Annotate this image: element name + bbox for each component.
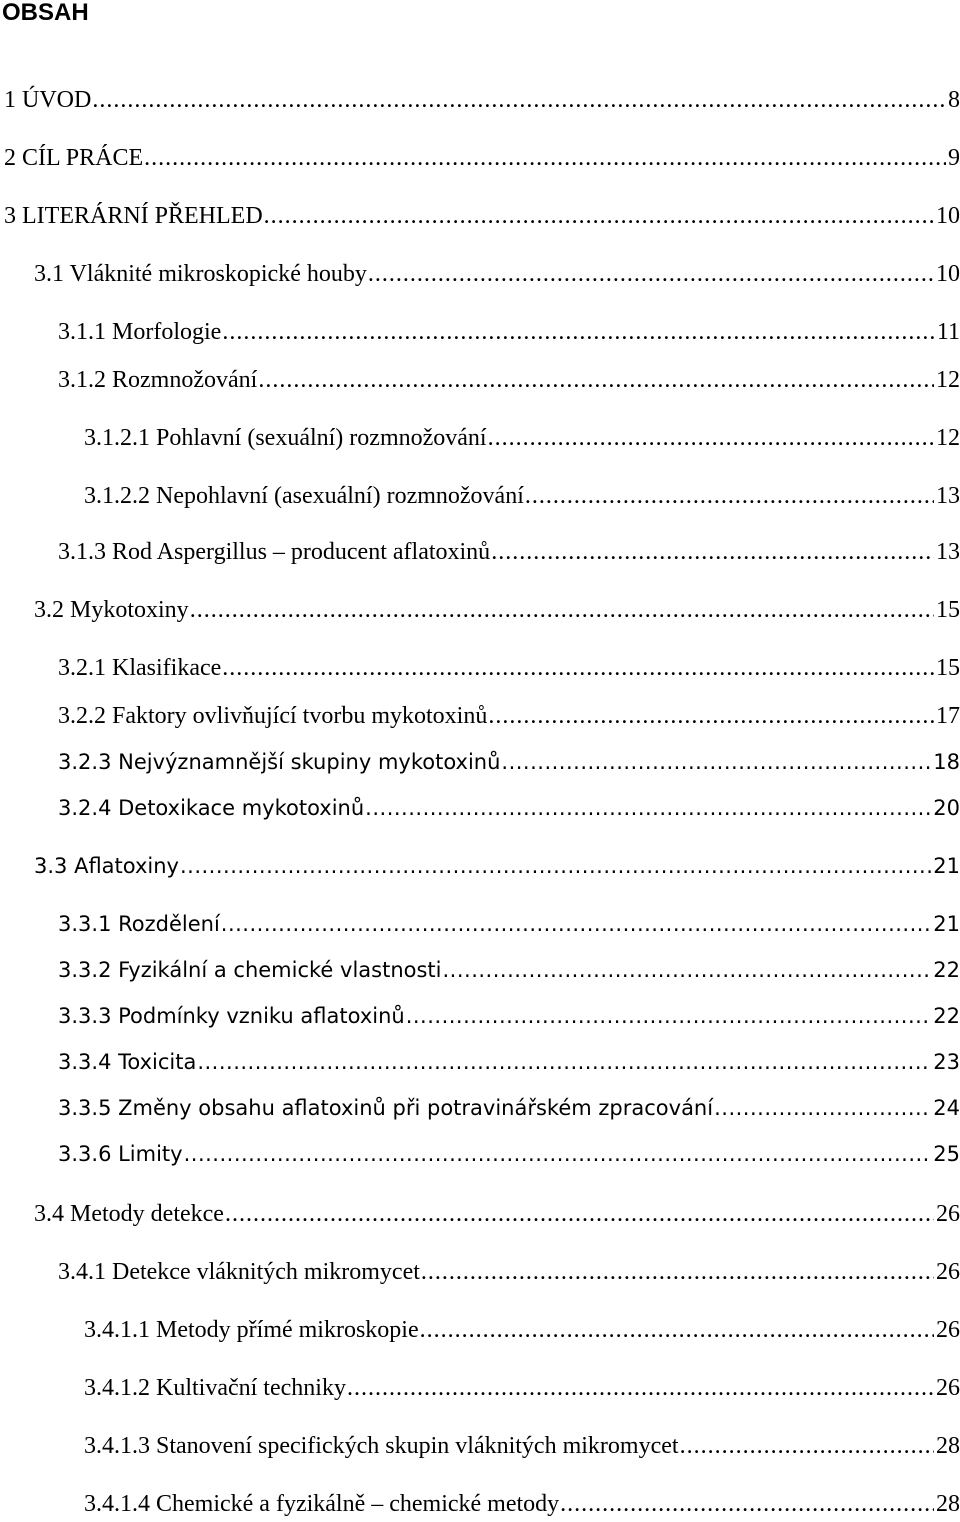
toc-entry-label: 3.4 Metody detekce bbox=[34, 1201, 224, 1227]
toc-entry[interactable] bbox=[58, 1000, 960, 1032]
toc-entry-page: 26 bbox=[936, 1317, 960, 1343]
toc-entry-page: 28 bbox=[936, 1433, 960, 1459]
toc-entry-label: 3.4.1 Detekce vláknitých mikromycet bbox=[58, 1259, 420, 1285]
toc-entry[interactable] bbox=[34, 594, 960, 626]
toc-entry-page: 23 bbox=[933, 1050, 960, 1074]
toc-entry-label: 3 LITERÁRNÍ PŘEHLED bbox=[4, 203, 263, 229]
toc-entry-label: 1 ÚVOD bbox=[4, 87, 92, 113]
toc-entry[interactable] bbox=[58, 1046, 960, 1078]
toc-entry[interactable] bbox=[84, 1314, 960, 1346]
toc-entry-page: 21 bbox=[933, 912, 960, 936]
toc-dot-leader bbox=[222, 316, 935, 348]
toc-entry-label: 3.1.2.2 Nepohlavní (asexuální) rozmnožování bbox=[84, 483, 524, 509]
toc-dot-leader bbox=[225, 1198, 934, 1230]
toc-entry[interactable] bbox=[4, 200, 960, 232]
toc-entry-page: 26 bbox=[936, 1375, 960, 1401]
toc-dot-leader bbox=[184, 1138, 932, 1170]
page-title: OBSAH bbox=[2, 0, 89, 26]
toc-dot-leader bbox=[347, 1372, 934, 1404]
toc-entry-page: 15 bbox=[936, 655, 960, 681]
toc-dot-leader bbox=[443, 954, 932, 986]
toc-entry[interactable] bbox=[34, 850, 960, 882]
toc-entry-label: 3.2.1 Klasifikace bbox=[58, 655, 222, 681]
toc-entry-label: 3.2.3 Nejvýznamnější skupiny mykotoxinů bbox=[58, 750, 501, 774]
toc-entry-page: 25 bbox=[933, 1142, 960, 1166]
toc-entry[interactable] bbox=[58, 1256, 960, 1288]
toc-entry-page: 28 bbox=[936, 1491, 960, 1517]
toc-entry-label: 3.1.2.1 Pohlavní (sexuální) rozmnožování bbox=[84, 425, 487, 451]
toc-entry-page: 15 bbox=[936, 597, 960, 623]
toc-entry-label: 3.1 Vláknité mikroskopické houby bbox=[34, 261, 367, 287]
toc-entry[interactable] bbox=[58, 792, 960, 824]
toc-entry-page: 9 bbox=[948, 145, 960, 171]
toc-entry[interactable] bbox=[58, 536, 960, 568]
toc-entry[interactable] bbox=[4, 142, 960, 174]
toc-entry-label: 3.3.5 Změny obsahu aflatoxinů při potravinářském zpracování bbox=[58, 1096, 714, 1120]
toc-entry-page: 24 bbox=[933, 1096, 960, 1120]
toc-entry-page: 12 bbox=[936, 425, 960, 451]
toc-entry[interactable] bbox=[34, 258, 960, 290]
toc-dot-leader bbox=[491, 536, 934, 568]
toc-entry[interactable] bbox=[84, 1430, 960, 1462]
toc-entry-label: 3.4.1.1 Metody přímé mikroskopie bbox=[84, 1317, 419, 1343]
toc-entry[interactable] bbox=[84, 422, 960, 454]
toc-entry[interactable] bbox=[58, 1092, 960, 1124]
toc-entry-page: 13 bbox=[936, 483, 960, 509]
toc-entry-label: 3.3.1 Rozdělení bbox=[58, 912, 220, 936]
toc-entry[interactable] bbox=[34, 1198, 960, 1230]
toc-dot-leader bbox=[368, 258, 934, 290]
toc-entry[interactable] bbox=[84, 1372, 960, 1404]
toc-entry-page: 13 bbox=[936, 539, 960, 565]
toc-entry-page: 26 bbox=[936, 1201, 960, 1227]
toc-entry-page: 12 bbox=[936, 367, 960, 393]
toc-entry-label: 3.3.4 Toxicita bbox=[58, 1050, 197, 1074]
toc-dot-leader bbox=[488, 700, 934, 732]
toc-dot-leader bbox=[488, 422, 934, 454]
toc-dot-leader bbox=[560, 1488, 934, 1520]
toc-entry-label: 3.1.3 Rod Aspergillus – producent aflatoxinů bbox=[58, 539, 491, 565]
toc-entry-label: 3.3 Aflatoxiny bbox=[34, 854, 179, 878]
toc-entry[interactable] bbox=[58, 746, 960, 778]
toc-dot-leader bbox=[258, 364, 934, 396]
toc-entry[interactable] bbox=[84, 480, 960, 512]
toc-entry-label: 3.2 Mykotoxiny bbox=[34, 597, 189, 623]
toc-entry-page: 20 bbox=[933, 796, 960, 820]
toc-entry-label: 3.1.1 Morfologie bbox=[58, 319, 222, 345]
toc-entry-label: 3.2.2 Faktory ovlivňující tvorbu mykotoxinů bbox=[58, 703, 488, 729]
toc-entry[interactable] bbox=[58, 908, 960, 940]
toc-entry-page: 10 bbox=[936, 203, 960, 229]
toc-entry-label: 3.4.1.2 Kultivační techniky bbox=[84, 1375, 346, 1401]
toc-entry[interactable] bbox=[58, 652, 960, 684]
toc-entry-page: 21 bbox=[933, 854, 960, 878]
toc-dot-leader bbox=[221, 908, 931, 940]
toc-entry-label: 3.4.1.3 Stanovení specifických skupin vláknitých mikromycet bbox=[84, 1433, 679, 1459]
toc-entry[interactable] bbox=[58, 364, 960, 396]
toc-dot-leader bbox=[714, 1092, 931, 1124]
toc-entry-page: 10 bbox=[936, 261, 960, 287]
toc-entry-label: 3.3.2 Fyzikální a chemické vlastnosti bbox=[58, 958, 442, 982]
toc-entry-label: 2 CÍL PRÁCE bbox=[4, 145, 144, 171]
toc-dot-leader bbox=[222, 652, 934, 684]
toc-entry-page: 26 bbox=[936, 1259, 960, 1285]
toc-entry-page: 11 bbox=[936, 319, 960, 345]
toc-dot-leader bbox=[420, 1314, 934, 1346]
toc-entry-page: 22 bbox=[933, 958, 960, 982]
toc-entry[interactable] bbox=[58, 1138, 960, 1170]
toc-dot-leader bbox=[144, 142, 946, 174]
toc-entry-page: 17 bbox=[936, 703, 960, 729]
toc-dot-leader bbox=[197, 1046, 931, 1078]
toc-entry[interactable] bbox=[58, 700, 960, 732]
toc-entry[interactable] bbox=[58, 954, 960, 986]
toc-entry-label: 3.3.6 Limity bbox=[58, 1142, 183, 1166]
toc-entry-page: 18 bbox=[933, 750, 960, 774]
toc-entry-page: 22 bbox=[933, 1004, 960, 1028]
toc-dot-leader bbox=[180, 850, 931, 882]
toc-entry-label: 3.2.4 Detoxikace mykotoxinů bbox=[58, 796, 365, 820]
toc-entry[interactable] bbox=[84, 1488, 960, 1520]
toc-entry[interactable] bbox=[58, 316, 960, 348]
toc-dot-leader bbox=[680, 1430, 934, 1462]
toc-entry-label: 3.4.1.4 Chemické a fyzikálně – chemické metody bbox=[84, 1491, 560, 1517]
toc-dot-leader bbox=[501, 746, 931, 778]
toc-entry[interactable] bbox=[4, 84, 960, 116]
toc-dot-leader bbox=[264, 200, 934, 232]
toc-entry-label: 3.1.2 Rozmnožování bbox=[58, 367, 258, 393]
toc-entry-page: 8 bbox=[948, 87, 960, 113]
toc-dot-leader bbox=[365, 792, 931, 824]
toc-dot-leader bbox=[406, 1000, 932, 1032]
toc-dot-leader bbox=[525, 480, 934, 512]
toc-dot-leader bbox=[421, 1256, 934, 1288]
toc-dot-leader bbox=[92, 84, 946, 116]
toc-dot-leader bbox=[190, 594, 934, 626]
toc-entry-label: 3.3.3 Podmínky vzniku aflatoxinů bbox=[58, 1004, 405, 1028]
